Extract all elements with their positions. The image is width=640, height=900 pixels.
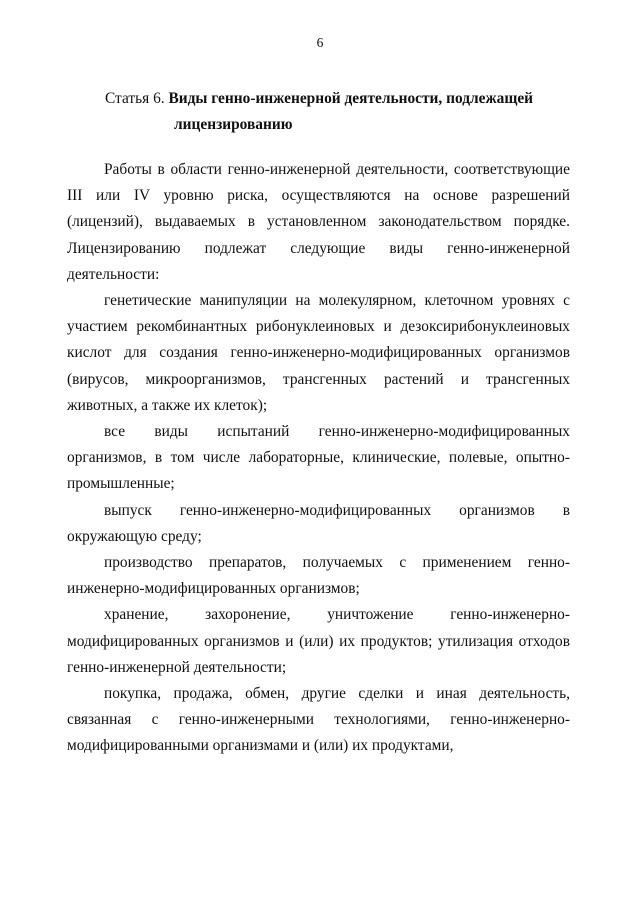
list-item-genetic-manipulation: генетические манипуляции на молекулярном, клеточном уровнях с участием рекомбинантных рибонуклеиновых и дезоксирибонуклеиновых кислот для создания генно-инженерно-модифицированных организмов (вирусов, микроорганизмов, трансгенных растений и трансгенных животных, а также их клеток);: [67, 292, 570, 414]
article-label: Статья 6.: [105, 90, 165, 107]
list-item-release: выпуск генно-инженерно-модифицированных организмов в окружающую среду;: [67, 501, 570, 545]
article-body: [67, 157, 570, 760]
list-item-testing: все виды испытаний генно-инженерно-модифицированных организмов, в том числе лабораторные, клинические, полевые, опытно-промышленные;: [67, 423, 570, 493]
list-item-storage-disposal: хранение, захоронение, уничтожение генно-инженерно-модифицированных организмов и (или) их продуктов; утилизация отходов генно-инженерной деятельности;: [67, 606, 570, 676]
page-number: 6: [316, 35, 324, 50]
article-heading-line-1: [105, 86, 545, 112]
intro-paragraph: Работы в области генно-инженерной деятельности, соответствующие III или IV уровню риска, осуществляются на основе разрешений (лицензий), выдаваемых в установленном законодательством порядке. Лицензированию подлежат следующие виды генно-инженерной деятельности:: [67, 161, 570, 283]
list-item-production: производство препаратов, получаемых с применением генно-инженерно-модифицированных организмов;: [67, 554, 570, 598]
list-item-trade: покупка, продажа, обмен, другие сделки и иная деятельность, связанная с генно-инженерными технологиями, генно-инженерно-модифицированными организмами и (или) их продуктами,: [67, 685, 570, 755]
article-heading: [105, 86, 545, 138]
article-title-line-1: Виды генно-инженерной деятельности, подлежащей: [168, 90, 534, 107]
article-title-line-2: лицензированию: [174, 116, 293, 134]
